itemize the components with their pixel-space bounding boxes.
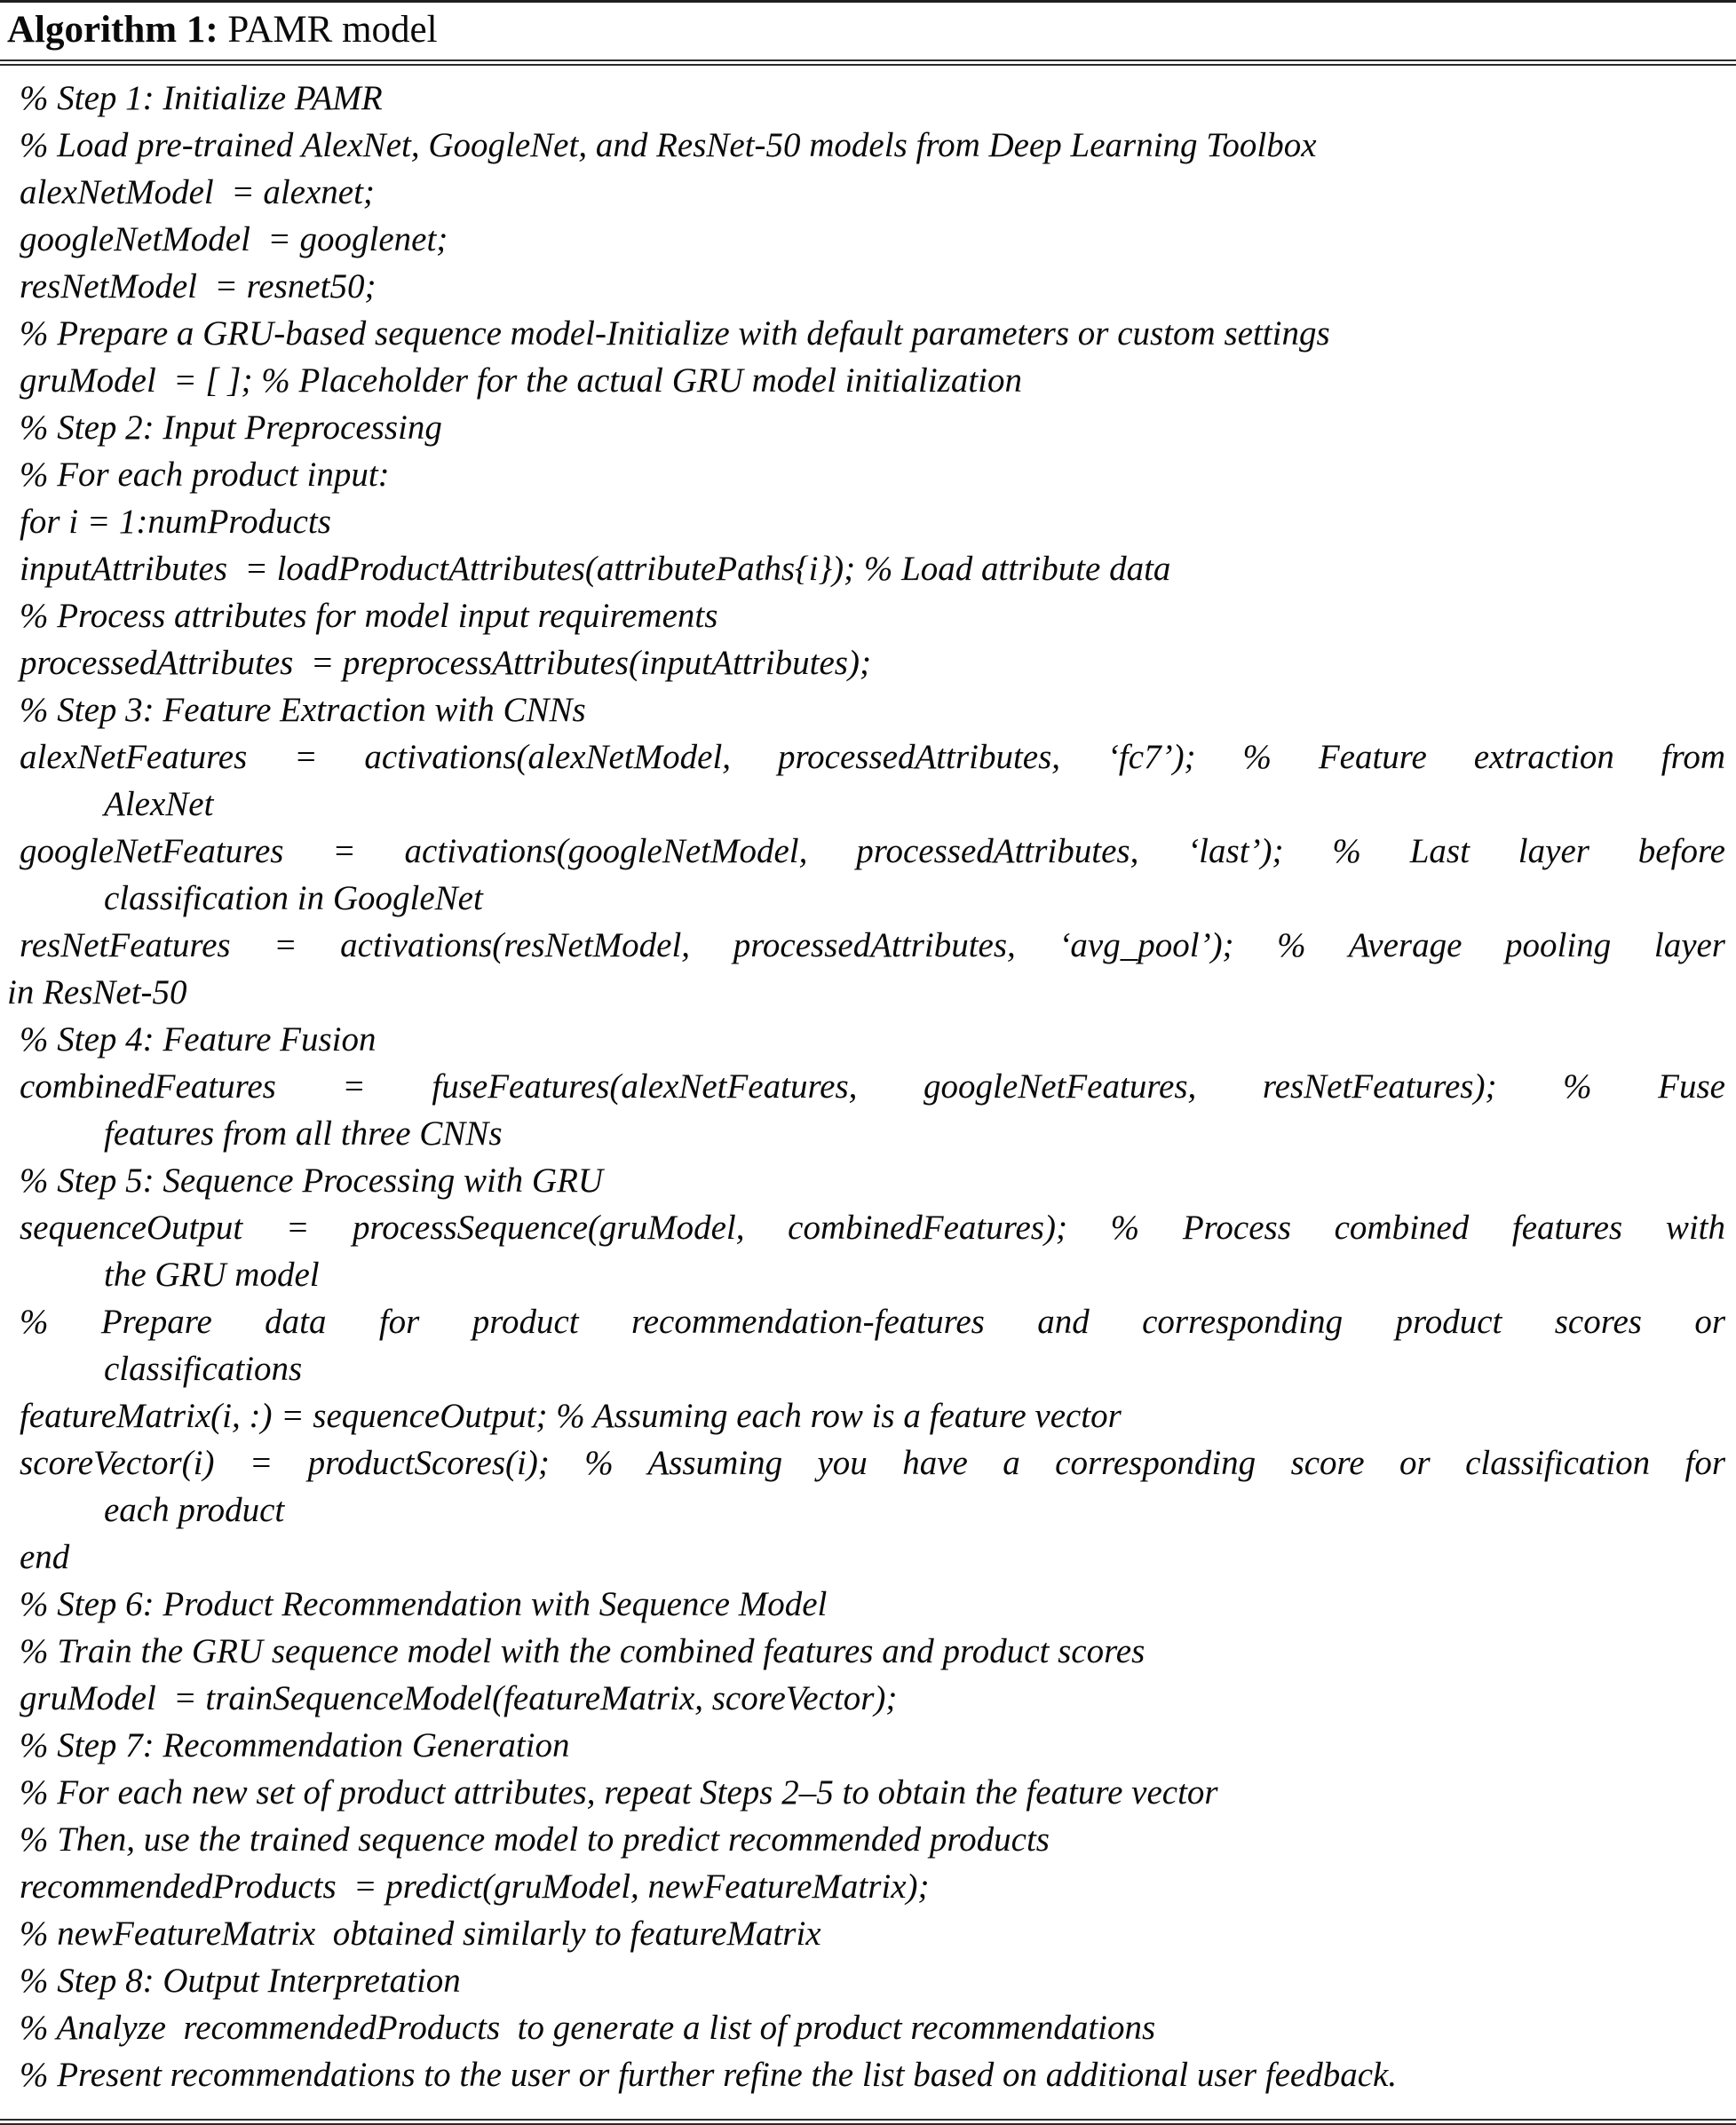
code-line-13: processedAttributes = preprocessAttributes(inputAttributes);	[20, 644, 871, 682]
code-line-31: each product	[104, 1491, 285, 1529]
algorithm-title: PAMR model	[218, 9, 438, 51]
code-line-21: % Step 4: Feature Fusion	[20, 1020, 377, 1059]
code-line-22: combinedFeatures = fuseFeatures(alexNetFeatures, googleNetFeatures, resNetFeatures); % Fuse	[20, 1067, 1725, 1106]
code-line-40: % newFeatureMatrix obtained similarly to featureMatrix	[20, 1915, 821, 1953]
code-line-16: AlexNet	[104, 785, 214, 823]
code-line-24: % Step 5: Sequence Processing with GRU	[20, 1162, 604, 1200]
code-line-18: classification in GoogleNet	[104, 879, 483, 917]
code-line-28: classifications	[104, 1350, 303, 1388]
code-line-43: % Present recommendations to the user or further refine the list based on additional user feedback.	[20, 2056, 1398, 2094]
code-line-41: % Step 8: Output Interpretation	[20, 1962, 461, 2000]
code-line-5: resNetModel = resnet50;	[20, 267, 377, 305]
code-line-25: sequenceOutput = processSequence(gruModel, combinedFeatures); % Process combined features with	[20, 1209, 1725, 1247]
code-line-36: % Step 7: Recommendation Generation	[20, 1726, 570, 1764]
code-line-35: gruModel = trainSequenceModel(featureMatrix, scoreVector);	[20, 1679, 898, 1717]
code-line-6: % Prepare a GRU-based sequence model-Initialize with default parameters or custom settings	[20, 314, 1330, 353]
code-line-4: googleNetModel = googlenet;	[20, 220, 448, 258]
caption-separator-rule	[0, 59, 1736, 66]
code-line-42: % Analyze recommendedProducts to generate a list of product recommendations	[20, 2009, 1156, 2047]
code-line-2: % Load pre-trained AlexNet, GoogleNet, and ResNet-50 models from Deep Learning Toolbox	[20, 126, 1317, 164]
code-line-14: % Step 3: Feature Extraction with CNNs	[20, 691, 586, 729]
code-line-20: in ResNet-50	[7, 973, 187, 1011]
code-line-33: % Step 6: Product Recommendation with Sequence Model	[20, 1585, 828, 1623]
code-line-15: alexNetFeatures = activations(alexNetModel, processedAttributes, ‘fc7’); % Feature extraction from	[20, 738, 1725, 776]
code-line-12: % Process attributes for model input requirements	[20, 597, 718, 635]
code-line-10: for i = 1:numProducts	[20, 503, 331, 541]
code-line-19: resNetFeatures = activations(resNetModel, processedAttributes, ‘avg_pool’); % Average pooling layer	[20, 926, 1725, 964]
code-line-17: googleNetFeatures = activations(googleNetModel, processedAttributes, ‘last’); % Last layer before	[20, 832, 1725, 870]
pseudocode-body	[0, 66, 1736, 2115]
code-line-8: % Step 2: Input Preprocessing	[20, 408, 442, 447]
code-line-11: inputAttributes = loadProductAttributes(attributePaths{i}); % Load attribute data	[20, 550, 1171, 588]
code-line-7: gruModel = [ ]; % Placeholder for the actual GRU model initialization	[20, 361, 1023, 400]
code-line-3: alexNetModel = alexnet;	[20, 173, 375, 211]
code-line-34: % Train the GRU sequence model with the combined features and product scores	[20, 1632, 1145, 1670]
algorithm-label: Algorithm 1:	[7, 9, 218, 51]
code-line-26: the GRU model	[104, 1256, 320, 1294]
code-line-9: % For each product input:	[20, 456, 390, 494]
algorithm-caption	[0, 3, 1736, 59]
code-line-29: featureMatrix(i, :) = sequenceOutput; % Assuming each row is a feature vector	[20, 1397, 1122, 1435]
code-line-32: end	[20, 1538, 70, 1576]
bottom-rule	[0, 2119, 1736, 2125]
code-line-37: % For each new set of product attributes, repeat Steps 2–5 to obtain the feature vector	[20, 1773, 1218, 1812]
code-line-39: recommendedProducts = predict(gruModel, newFeatureMatrix);	[20, 1867, 930, 1906]
code-line-1: % Step 1: Initialize PAMR	[20, 79, 383, 117]
code-line-23: features from all three CNNs	[104, 1114, 503, 1153]
code-line-30: scoreVector(i) = productScores(i); % Assuming you have a corresponding score or classification for	[20, 1444, 1725, 1482]
code-line-38: % Then, use the trained sequence model to predict recommended products	[20, 1820, 1050, 1859]
code-line-27: % Prepare data for product recommendation-features and corresponding product scores or	[20, 1303, 1725, 1341]
